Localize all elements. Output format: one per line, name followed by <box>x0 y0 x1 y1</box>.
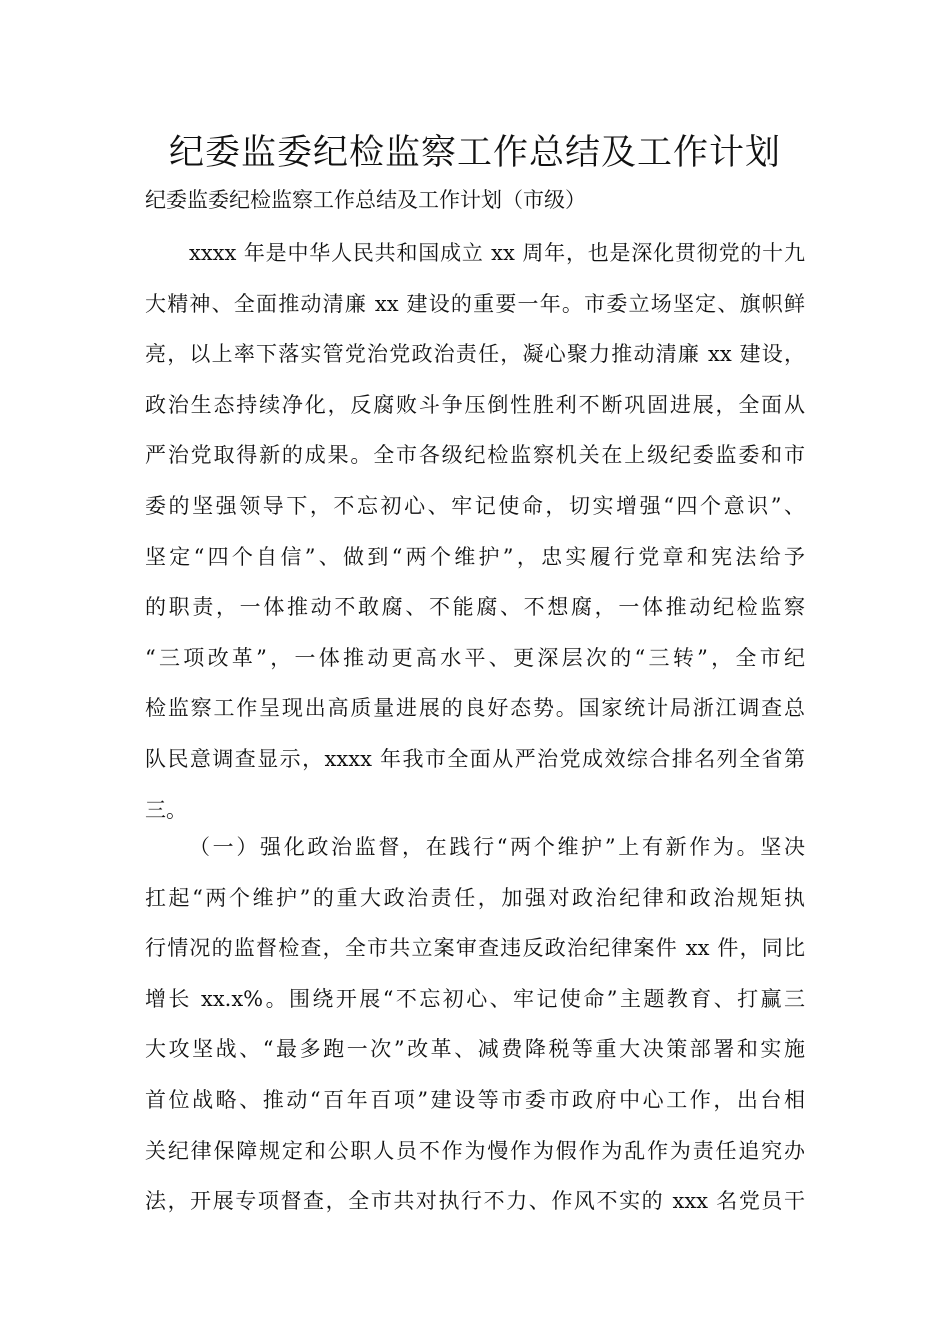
text-line: 行情况的监督检查，全市共立案审查违反政治纪律案件 xx 件，同比 <box>145 936 805 961</box>
text-line: 亮，以上率下落实管党治党政治责任，凝心聚力推动清廉 xx 建设， <box>145 342 805 367</box>
text-line: “三项改革”，一体推动更高水平、更深层次的“三转”，全市纪 <box>145 645 805 670</box>
document-title: 纪委监委纪检监察工作总结及工作计划 <box>168 133 781 173</box>
text-line: 政治生态持续净化，反腐败斗争压倒性胜利不断巩固进展，全面从 <box>145 392 805 417</box>
text-line: （一）强化政治监督，在践行“两个维护”上有新作为。坚决 <box>189 835 805 859</box>
paragraph-political-supervision <box>145 822 805 1227</box>
text-line: 大攻坚战、“最多跑一次”改革、减费降税等重大决策部署和实施 <box>145 1037 805 1062</box>
text-line: 法，开展专项督查，全市共对执行不力、作风不实的 xxx 名党员干 <box>145 1189 805 1214</box>
text-line: xxxx 年是中华人民共和国成立 xx 周年，也是深化贯彻党的十九 <box>189 241 805 265</box>
text-line: 首位战略、推动“百年百项”建设等市委市政府中心工作，出台相 <box>145 1087 805 1112</box>
text-line: 三。 <box>145 797 187 822</box>
text-line: 的职责，一体推动不敢腐、不能腐、不想腐，一体推动纪检监察 <box>145 595 805 620</box>
text-line: 增长 xx.x%。围绕开展“不忘初心、牢记使命”主题教育、打赢三 <box>145 986 805 1011</box>
paragraph-intro <box>145 228 805 835</box>
text-line: 检监察工作呈现出高质量进展的良好态势。国家统计局浙江调查总 <box>145 696 805 721</box>
text-line: 坚定“四个自信”、做到“两个维护”，忠实履行党章和宪法给予 <box>145 544 805 569</box>
document-subtitle: 纪委监委纪检监察工作总结及工作计划（市级） <box>145 188 586 212</box>
text-line: 关纪律保障规定和公职人员不作为慢作为假作为乱作为责任追究办 <box>145 1138 805 1163</box>
text-line: 队民意调查显示，xxxx 年我市全面从严治党成效综合排名列全省第 <box>145 746 805 771</box>
text-line: 委的坚强领导下，不忘初心、牢记使命，切实增强“四个意识”、 <box>145 493 805 518</box>
text-line: 严治党取得新的成果。全市各级纪检监察机关在上级纪委监委和市 <box>145 443 805 468</box>
text-line: 扛起“两个维护”的重大政治责任，加强对政治纪律和政治规矩执 <box>145 885 805 910</box>
text-line: 大精神、全面推动清廉 xx 建设的重要一年。市委立场坚定、旗帜鲜 <box>145 291 805 316</box>
